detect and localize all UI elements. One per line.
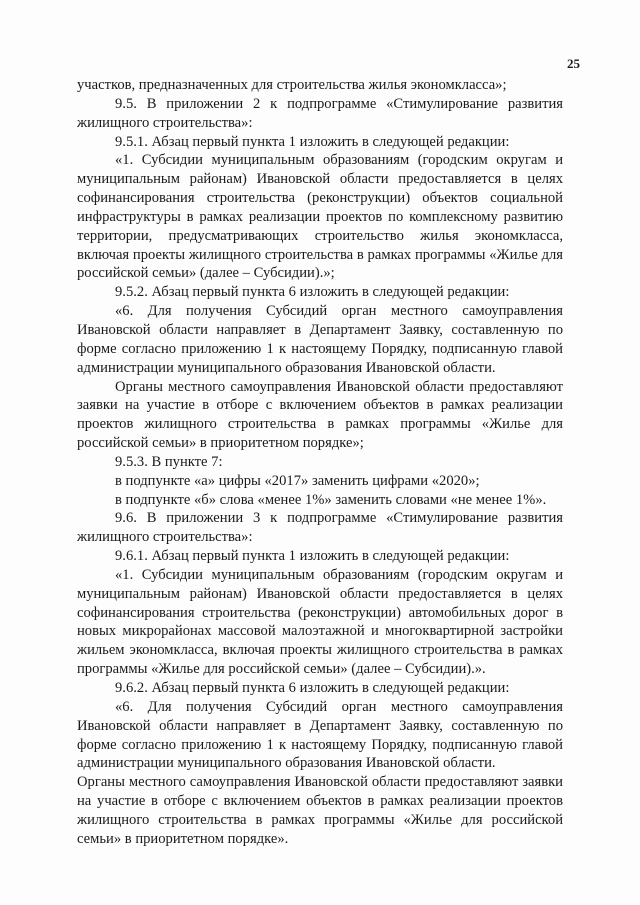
paragraph-9-6-2: 9.6.2. Абзац первый пункта 6 изложить в следующей редакции:	[115, 680, 510, 696]
paragraph-continuation: участков, предназначенных для строительства жилья экономкласса»;	[77, 77, 507, 93]
page-number: 25	[567, 56, 580, 71]
paragraph-quote-6-second: «6. Для получения Субсидий орган местного самоуправления Ивановской области направляет в Департамент Заявку, составленную по форме согласно приложению 1 к настоящему Порядку, подписанную главой администрации муниципального образования Ивановской области.	[77, 698, 563, 772]
paragraph-9-5-2: 9.5.2. Абзац первый пункта 6 изложить в следующей редакции:	[115, 284, 510, 301]
paragraph-quote-1-roads: «1. Субсидии муниципальным образованиям (городским округам и муниципальным районам) Ивановской области предоставляется в целях софинансирования строительства (реконструкции) автомобильных дорог в новых микрорайонах массовой малоэтажной и многоквартирной застройки жильем экономкласса, включая проекты жилищного строительства в рамках программы «Жилье для российской семьи» (далее – Субсидии).».	[77, 566, 563, 678]
paragraph-organs-first: Органы местного самоуправления Ивановской области предоставляют заявки на участие в отборе с включением объектов в рамках реализации проектов жилищного строительства в рамках программы «Жилье для российской семьи» в приоритетном порядке»;	[77, 378, 563, 452]
paragraph-9-5: 9.5. В приложении 2 к подпрограмме «Стимулирование развития жилищного строительства»:	[77, 95, 563, 131]
paragraph-subpoint-a: в подпункте «а» цифры «2017» заменить цифрами «2020»;	[115, 472, 480, 489]
paragraph-9-6-1: 9.6.1. Абзац первый пункта 1 изложить в следующей редакции:	[115, 548, 510, 565]
paragraph-9-5-1: 9.5.1. Абзац первый пункта 1 изложить в следующей редакции:	[115, 133, 510, 150]
paragraph-9-5-3: 9.5.3. В пункте 7:	[115, 453, 223, 470]
paragraph-organs-second: Органы местного самоуправления Ивановской области предоставляют заявки на участие в отборе с включением объектов в рамках реализации проектов жилищного строительства в рамках программы «Жилье для российской семьи» в приоритетном порядке».	[77, 774, 563, 847]
paragraph-9-6: 9.6. В приложении 3 к подпрограмме «Стимулирование развития жилищного строительства»:	[77, 510, 563, 546]
document-body	[77, 76, 563, 849]
paragraph-quote-1-social: «1. Субсидии муниципальным образованиям (городским округам и муниципальным районам) Ивановской области предоставляется в целях софинансирования строительства (реконструкции) объектов социальной инфраструктуры в рамках реализации проектов по комплексному развитию территории, предусматривающих строительство жилья экономкласса, включая проекты жилищного строительства в рамках программы «Жилье для российской семьи» (далее – Субсидии).»;	[77, 152, 563, 282]
paragraph-subpoint-b: в подпункте «б» слова «менее 1%» заменить словами «не менее 1%».	[115, 491, 547, 508]
paragraph-quote-6-first: «6. Для получения Субсидий орган местного самоуправления Ивановской области направляет в Департамент Заявку, составленную по форме согласно приложению 1 к настоящему Порядку, подписанную главой администрации муниципального образования Ивановской области.	[77, 303, 563, 376]
